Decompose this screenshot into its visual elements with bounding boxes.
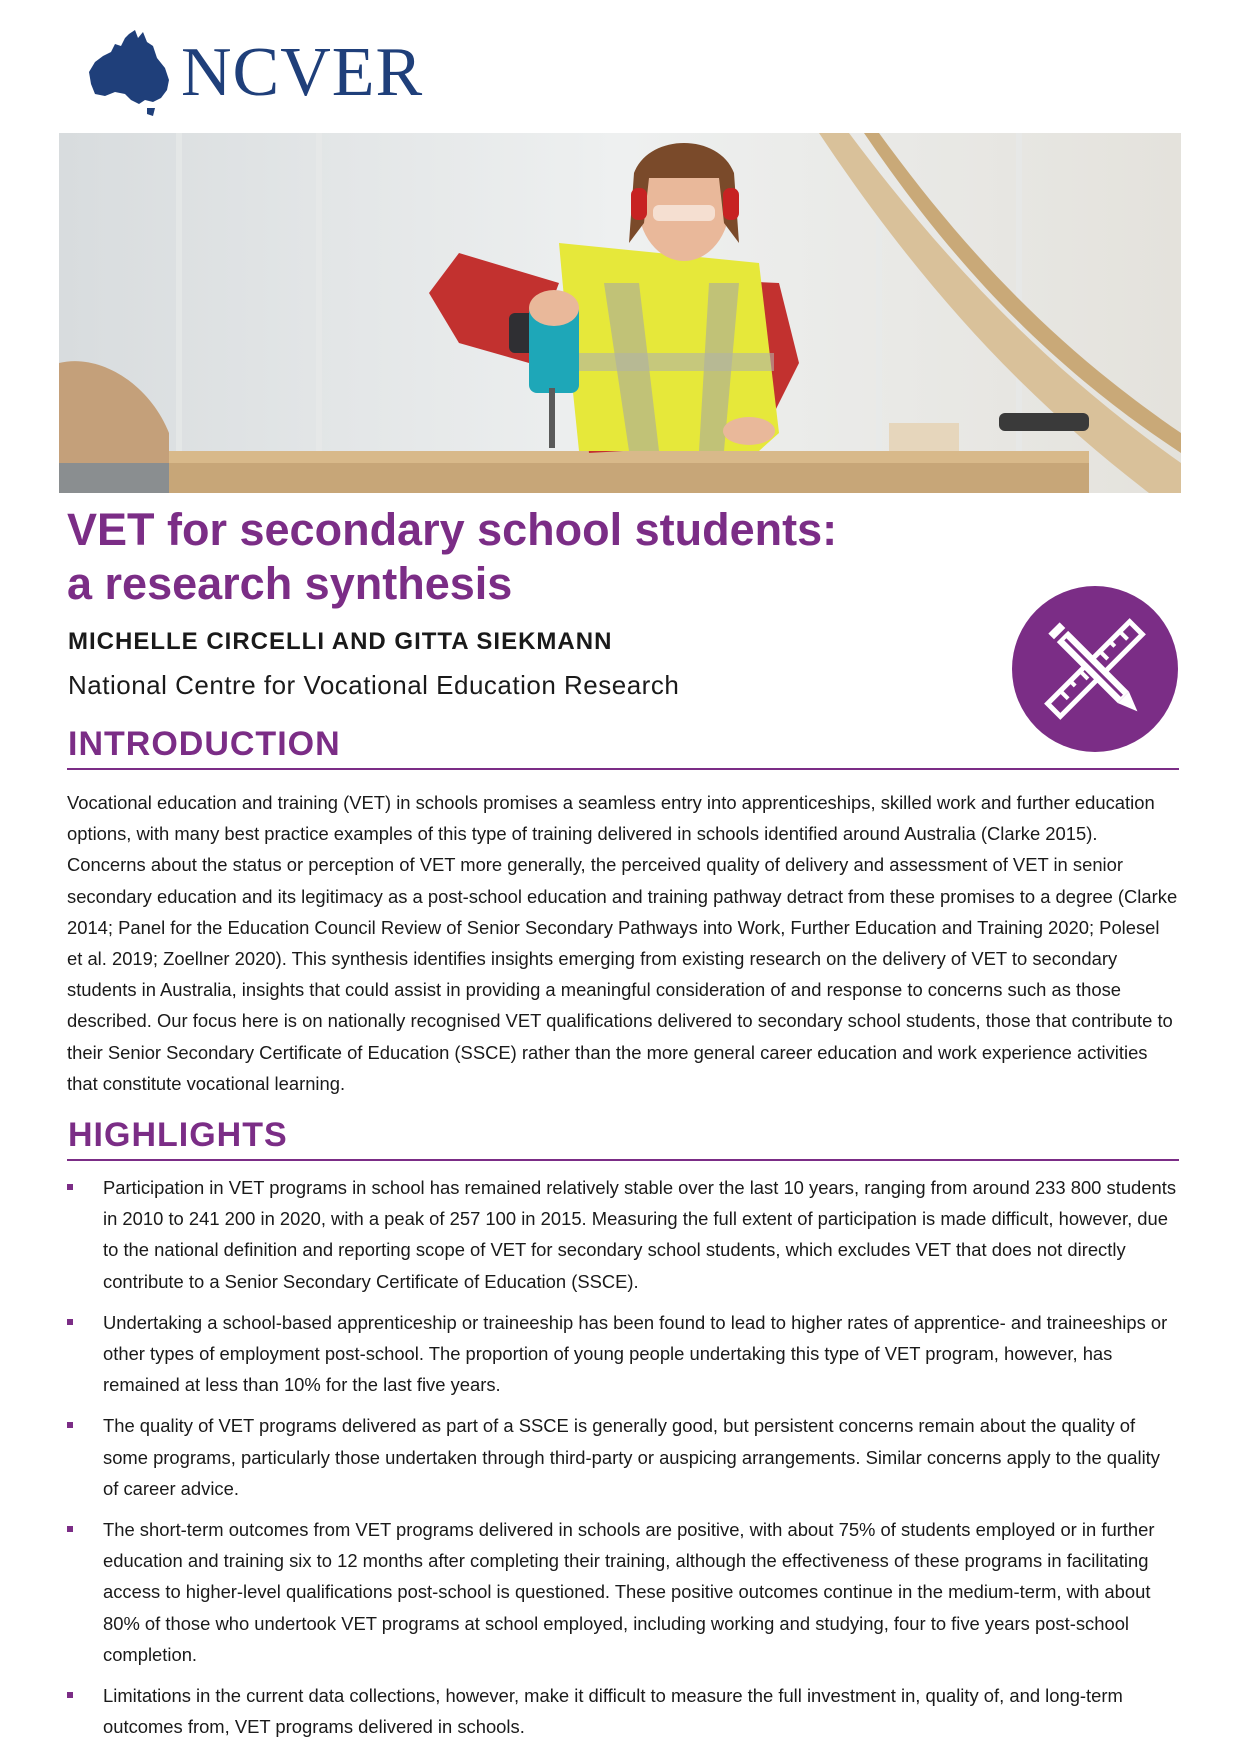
highlight-text: Participation in VET programs in school has remained relatively stable over the last 10 years, ranging from around 233 800 students in 2010 to 241 200 in 2020, with a peak of 257 100 in 2015. Measuring the full extent of participation is made difficult, however, due to the national definition and reporting scope of VET for secondary school students, which excludes VET that does not directly contribute to a Senior Secondary Certificate of Education (SSCE). xyxy=(103,1177,1177,1292)
highlight-text: Undertaking a school-based apprenticeship or traineeship has been found to lead to higher rates of apprentice- and traineeships or other types of employment post-school. The proportion of young people undertaking this type of VET program, however, has remained at less than 10% for the last five years. xyxy=(103,1311,1168,1396)
title-line-2: a research synthesis xyxy=(67,558,513,609)
highlight-text: The short-term outcomes from VET programs delivered in schools are positive, with about 75% of students employed or in further education and training six to 12 months after completing their training, although the effectiveness of these programs in facilitating access to higher-level qualifications post-school is questioned. These positive outcomes continue in the medium-term, with about 80% of those who undertook VET programs at school employed, including working and studying, four to five years post-school completion. xyxy=(103,1519,1155,1665)
ncver-logo xyxy=(85,28,423,118)
list-item xyxy=(67,1307,1179,1401)
list-item xyxy=(67,1680,1179,1742)
australia-map-icon xyxy=(85,28,177,118)
ruler-pencil-badge xyxy=(1012,586,1178,752)
title-line-1: VET for secondary school students: xyxy=(67,504,838,555)
highlight-text: The quality of VET programs delivered as part of a SSCE is generally good, but persistent concerns remain about the quality of some programs, particularly those undertaken through third-party or auspicing arrangements. Similar concerns apply to the quality of career advice. xyxy=(103,1415,1160,1499)
highlights-heading: HIGHLIGHTS xyxy=(68,1116,288,1154)
bullet-icon xyxy=(67,1526,73,1532)
hero-photo xyxy=(59,133,1181,493)
introduction-heading: INTRODUCTION xyxy=(68,725,341,763)
highlights-rule xyxy=(67,1159,1179,1161)
ruler-pencil-icon xyxy=(1012,586,1178,752)
brand-wordmark: NCVER xyxy=(181,34,424,111)
introduction-rule xyxy=(67,768,1179,770)
introduction-text: Vocational education and training (VET) in schools promises a seamless entry into apprenticeships, skilled work and further education options, with many best practice examples of this type of training delivered in schools identified around Australia (Clarke 2015). Concerns about the status or perception of VET more generally, the perceived quality of delivery and assessment of VET in senior secondary education and its legitimacy as a post-school education and training pathway detract from these promises to a degree (Clarke 2014; Panel for the Education Council Review of Senior Secondary Pathways into Work, Further Education and Training 2020; Polesel et al. 2019; Zoellner 2020). This synthesis identifies insights emerging from existing research on the delivery of VET to secondary students in Australia, insights that could assist in providing a meaningful consideration of and response to concerns such as those described. Our focus here is on nationally recognised VET qualifications delivered to secondary school students, those that contribute to their Senior Secondary Certificate of Education (SSCE) rather than the more general career education and work experience activities that constitute vocational learning. xyxy=(67,792,1178,1094)
bullet-icon xyxy=(67,1422,73,1428)
bullet-icon xyxy=(67,1692,73,1698)
organisation: National Centre for Vocational Education Research xyxy=(68,670,680,700)
list-item xyxy=(67,1410,1179,1504)
list-item xyxy=(67,1514,1179,1670)
list-item xyxy=(67,1172,1179,1297)
highlight-text: Limitations in the current data collections, however, make it difficult to measure the full investment in, quality of, and long-term outcomes from, VET programs delivered in schools. xyxy=(103,1685,1123,1738)
authors: MICHELLE CIRCELLI AND GITTA SIEKMANN xyxy=(68,628,613,655)
bullet-icon xyxy=(67,1319,73,1325)
photo-student-drilling-wood xyxy=(59,133,1181,493)
highlights-list xyxy=(67,1172,1179,1752)
document-title xyxy=(67,503,947,611)
bullet-icon xyxy=(67,1184,73,1190)
